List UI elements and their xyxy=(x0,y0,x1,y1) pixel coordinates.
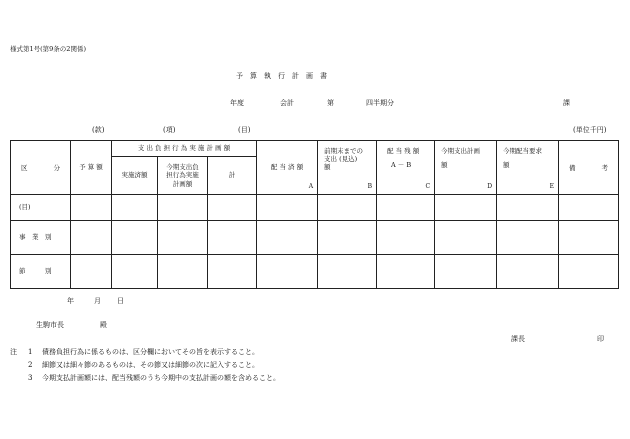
table-cell[interactable] xyxy=(208,255,257,289)
form-id: 様式第1号(第9条の2関係) xyxy=(10,45,86,53)
notes-label: 注 xyxy=(10,348,17,356)
addressee-name: 生駒市長 xyxy=(36,321,64,329)
table-cell[interactable] xyxy=(559,221,619,255)
unit-label: (単位千円) xyxy=(573,126,607,134)
dai-label: 第 xyxy=(327,99,334,107)
table-cell[interactable] xyxy=(71,255,112,289)
remaining-code: C xyxy=(425,182,431,190)
table-cell[interactable] xyxy=(497,195,559,221)
page-title: 予 算 執 行 計 画 書 xyxy=(236,72,327,80)
table-cell[interactable] xyxy=(112,195,158,221)
table-cell[interactable] xyxy=(559,255,619,289)
addressee-honorific: 殿 xyxy=(100,321,107,329)
table-cell[interactable] xyxy=(435,195,497,221)
table-cell[interactable] xyxy=(318,255,377,289)
section-chief-label: 課長 xyxy=(511,335,525,343)
budget-table xyxy=(10,140,619,289)
note-text: 債務負担行為に係るものは、区分欄においてその旨を表示すること。 xyxy=(42,348,259,356)
table-cell[interactable] xyxy=(158,221,208,255)
table-cell[interactable] xyxy=(559,195,619,221)
table-cell[interactable] xyxy=(208,221,257,255)
remarks-header: 備 考 xyxy=(559,141,619,195)
payment-plan-code: D xyxy=(487,182,493,190)
table-cell[interactable] xyxy=(257,195,318,221)
account-label: 会計 xyxy=(280,99,294,107)
payment-plan-header: 今期支出計画 額 D xyxy=(435,141,497,195)
quarter-label: 四半期分 xyxy=(366,99,394,107)
kan-label: (款) xyxy=(92,126,105,134)
commitment-group-header: 支 出 負 担 行 為 実 施 計 画 額 xyxy=(112,141,257,157)
prior-code: B xyxy=(367,182,373,190)
table-cell[interactable] xyxy=(318,221,377,255)
table-cell[interactable] xyxy=(257,221,318,255)
table-cell[interactable] xyxy=(377,221,435,255)
table-cell[interactable] xyxy=(112,221,158,255)
table-cell[interactable] xyxy=(377,195,435,221)
note-text: 細節又は細々節のあるものは、その節又は細節の次に記入すること。 xyxy=(42,361,259,369)
row-label-setsu: 節 別 xyxy=(11,255,71,289)
table-cell[interactable] xyxy=(208,195,257,221)
table-cell[interactable] xyxy=(497,221,559,255)
table-cell[interactable] xyxy=(318,195,377,221)
section-label: 課 xyxy=(563,99,570,107)
remaining-header: 配 当 残 額 A － B C xyxy=(377,141,435,195)
table-cell[interactable] xyxy=(71,221,112,255)
seal-label: 印 xyxy=(597,335,604,343)
kubun-header: 区 分 xyxy=(11,141,71,195)
kou-label: (項) xyxy=(163,126,176,134)
date-month: 月 xyxy=(94,297,101,305)
date-day: 日 xyxy=(117,297,124,305)
executed-header: 実施済額 xyxy=(112,157,158,195)
note-number: 1 xyxy=(28,348,33,356)
allocated-code: A xyxy=(308,182,314,190)
row-label-business: 事 業 別 xyxy=(11,221,71,255)
table-cell[interactable] xyxy=(71,195,112,221)
note-text: 今期支払計画額には、配当残額のうち今期中の支払計画の額を含めること。 xyxy=(42,374,280,382)
planned-commitment-header: 今期支出負 担行為実施 計画額 xyxy=(158,157,208,195)
table-cell[interactable] xyxy=(158,195,208,221)
table-cell[interactable] xyxy=(497,255,559,289)
row-label-moku: (目) xyxy=(11,195,71,221)
note-number: 3 xyxy=(28,374,33,382)
table-cell[interactable] xyxy=(257,255,318,289)
table-cell[interactable] xyxy=(435,255,497,289)
date-year: 年 xyxy=(67,297,74,305)
moku-label: (目) xyxy=(238,126,251,134)
table-cell[interactable] xyxy=(377,255,435,289)
request-header: 今期配当要求 額 E xyxy=(497,141,559,195)
table-cell[interactable] xyxy=(435,221,497,255)
allocated-header: 配 当 済 額 A xyxy=(257,141,318,195)
table-cell[interactable] xyxy=(112,255,158,289)
prior-expenditure-header: 前期末までの 支出 (見込) 額 B xyxy=(318,141,377,195)
table-cell[interactable] xyxy=(158,255,208,289)
note-number: 2 xyxy=(28,361,33,369)
budget-header: 予 算 額 xyxy=(71,141,112,195)
subtotal-header: 計 xyxy=(208,157,257,195)
fiscal-year-label: 年度 xyxy=(230,99,244,107)
request-code: E xyxy=(549,182,555,190)
